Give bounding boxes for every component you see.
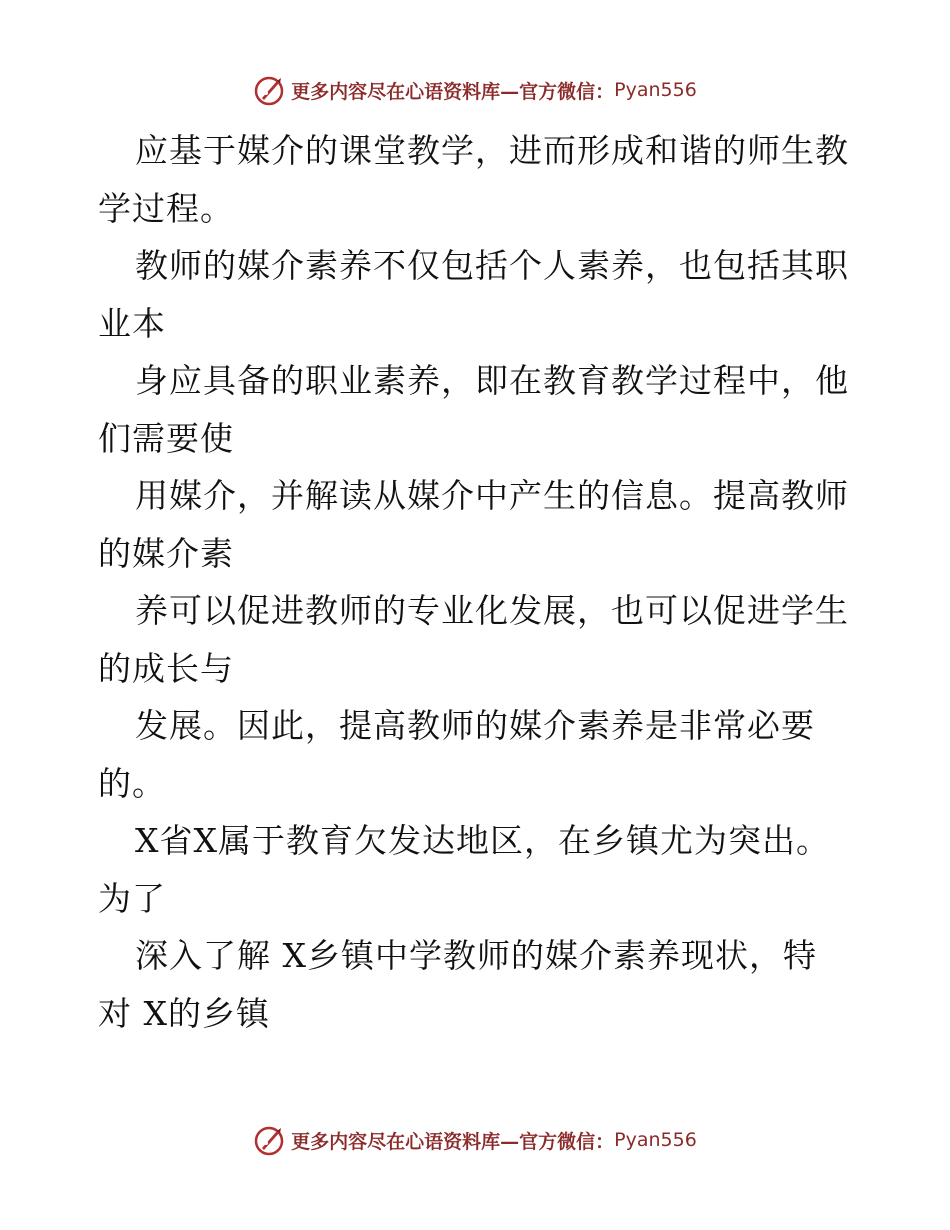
text-line: X省X属于教育欠发达地区，在乡镇尤为突出。 bbox=[135, 821, 830, 860]
text-line: 深入了解 X乡镇中学教师的媒介素养现状，特 bbox=[135, 936, 817, 975]
text-line: 业本 bbox=[98, 303, 166, 343]
text-line: 应基于媒介的课堂教学，进而形成和谐的师生教 bbox=[135, 131, 849, 170]
text-line: 为了 bbox=[98, 878, 166, 918]
watermark-handle: Pyan556 bbox=[614, 1129, 697, 1151]
footer-watermark bbox=[0, 1120, 950, 1160]
quill-logo-icon bbox=[253, 74, 285, 106]
text-line: 用媒介，并解读从媒介中产生的信息。提高教师 bbox=[135, 476, 849, 515]
text-line: 身应具备的职业素养，即在教育教学过程中，他 bbox=[135, 361, 849, 400]
text-line: 对 X的乡镇 bbox=[98, 993, 270, 1033]
watermark-text: 更多内容尽在心语资料库—官方微信： bbox=[291, 1130, 615, 1153]
text-line: 们需要使 bbox=[98, 418, 234, 458]
text-line: 的媒介素 bbox=[98, 533, 234, 573]
quill-logo-icon bbox=[253, 1124, 285, 1156]
text-line: 发展。因此，提高教师的媒介素养是非常必要 bbox=[135, 706, 815, 745]
header-watermark bbox=[0, 70, 950, 110]
text-line: 的。 bbox=[98, 763, 166, 803]
watermark-handle: Pyan556 bbox=[614, 79, 697, 101]
document-body bbox=[98, 122, 858, 1042]
text-line: 的成长与 bbox=[98, 648, 234, 688]
text-line: 教师的媒介素养不仅包括个人素养，也包括其职 bbox=[135, 246, 849, 285]
watermark-text: 更多内容尽在心语资料库—官方微信： bbox=[291, 80, 615, 103]
text-line: 学过程。 bbox=[98, 188, 234, 228]
text-line: 养可以促进教师的专业化发展，也可以促进学生 bbox=[135, 591, 849, 630]
